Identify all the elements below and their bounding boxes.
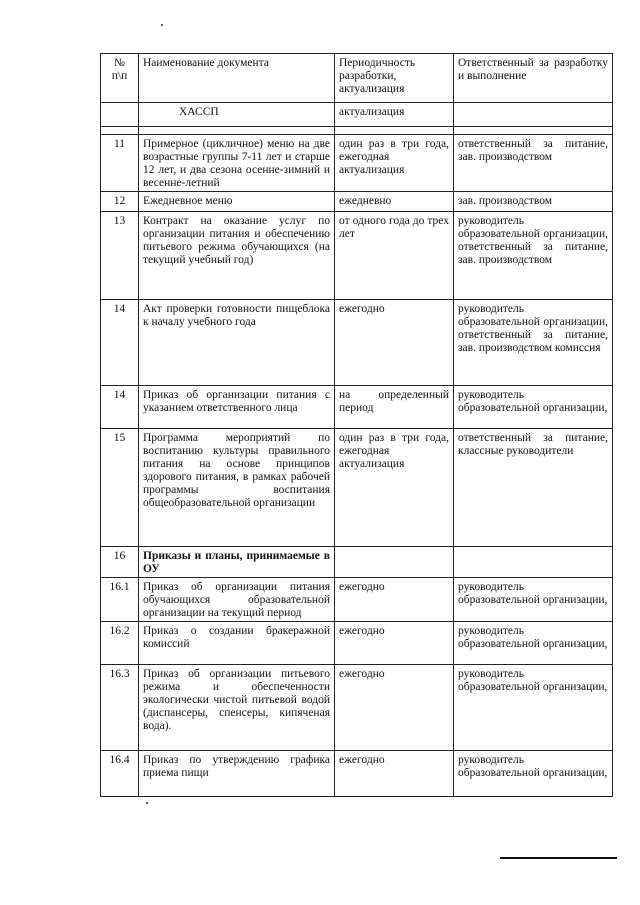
header-period: Периодичность разработки, актуализация xyxy=(335,54,454,103)
table-row xyxy=(101,192,613,212)
row-period: от одного года до трех лет xyxy=(335,212,454,300)
row-period: ежегодно xyxy=(335,300,454,386)
row-resp: руководитель образовательной организации, ответственный за питание, зав. производством комиссия xyxy=(454,300,613,386)
row-period xyxy=(335,127,454,135)
row-period: ежегодно xyxy=(335,622,454,665)
row-resp: руководитель образовательной организации, xyxy=(454,665,613,751)
row-name: Приказ об организации питания с указанием ответственного лица xyxy=(139,386,335,429)
row-resp xyxy=(454,547,613,578)
table-row xyxy=(101,578,613,622)
row-num: 14 xyxy=(101,300,139,386)
row-period: ежегодно xyxy=(335,578,454,622)
row-num: 13 xyxy=(101,212,139,300)
table-row xyxy=(101,212,613,300)
row-num: 11 xyxy=(101,135,139,192)
row-num: 16.1 xyxy=(101,578,139,622)
row-resp: руководитель образовательной организации, xyxy=(454,578,613,622)
row-period: ежегодно xyxy=(335,751,454,797)
row-period: один раз в три года, ежегодная актуализация xyxy=(335,429,454,547)
row-resp: руководитель образовательной организации, ответственный за питание, зав. производством xyxy=(454,212,613,300)
table-row xyxy=(101,386,613,429)
row-period xyxy=(335,547,454,578)
row-resp xyxy=(454,127,613,135)
document-table xyxy=(100,53,613,797)
table-header-row xyxy=(101,54,613,103)
table-row xyxy=(101,665,613,751)
row-resp: зав. производством xyxy=(454,192,613,212)
row-name: Ежедневное меню xyxy=(139,192,335,212)
row-num xyxy=(101,103,139,127)
row-num xyxy=(101,127,139,135)
row-name: Приказ об организации питьевого режима и обеспеченности экологически чистой питьевой водой (диспансеры, спенсеры, кипяченая вода). xyxy=(139,665,335,751)
row-name xyxy=(139,127,335,135)
header-resp: Ответственный за разработку и выполнение xyxy=(454,54,613,103)
row-name: Приказ об организации питания обучающихся образовательной организации на текущий период xyxy=(139,578,335,622)
row-name: ХАССП xyxy=(139,103,335,127)
row-name: Программа мероприятий по воспитанию культуры правильного питания на основе принципов здорового питания, в рамках рабочей программы воспитания общеобразовательной организации xyxy=(139,429,335,547)
table-row xyxy=(101,300,613,386)
scan-speck xyxy=(146,802,148,804)
row-num: 12 xyxy=(101,192,139,212)
header-num: № п\п xyxy=(101,54,139,103)
footer-rule xyxy=(500,857,617,859)
row-period: ежегодно xyxy=(335,665,454,751)
row-name: Контракт на оказание услуг по организации питания и обеспечению питьевого режима обучающихся (на текущий учебный год) xyxy=(139,212,335,300)
table-row xyxy=(101,135,613,192)
row-num: 16.2 xyxy=(101,622,139,665)
table-row xyxy=(101,127,613,135)
table-row xyxy=(101,103,613,127)
row-name: Приказы и планы, принимаемые в ОУ xyxy=(139,547,335,578)
scan-speck xyxy=(161,24,163,26)
row-name: Акт проверки готовности пищеблока к началу учебного года xyxy=(139,300,335,386)
row-period: актуализация xyxy=(335,103,454,127)
row-period: один раз в три года, ежегодная актуализация xyxy=(335,135,454,192)
row-resp: ответственный за питание, зав. производством xyxy=(454,135,613,192)
row-resp: руководитель образовательной организации, xyxy=(454,386,613,429)
table-row xyxy=(101,547,613,578)
table-row xyxy=(101,622,613,665)
header-name: Наименование документа xyxy=(139,54,335,103)
row-period: на определенный период xyxy=(335,386,454,429)
row-num: 15 xyxy=(101,429,139,547)
row-num: 16 xyxy=(101,547,139,578)
row-resp: ответственный за питание, классные руководители xyxy=(454,429,613,547)
table-row xyxy=(101,429,613,547)
row-num: 16.4 xyxy=(101,751,139,797)
row-name: Приказ по утверждению графика приема пищи xyxy=(139,751,335,797)
row-num: 14 xyxy=(101,386,139,429)
row-name: Приказ о создании бракеражной комиссий xyxy=(139,622,335,665)
row-period: ежедневно xyxy=(335,192,454,212)
row-name: Примерное (цикличное) меню на две возрастные группы 7-11 лет и старше 12 лет, и два сезона осенне-зимний и весенне-летний xyxy=(139,135,335,192)
row-num: 16.3 xyxy=(101,665,139,751)
table-row xyxy=(101,751,613,797)
row-resp xyxy=(454,103,613,127)
row-resp: руководитель образовательной организации, xyxy=(454,622,613,665)
row-resp: руководитель образовательной организации, xyxy=(454,751,613,797)
